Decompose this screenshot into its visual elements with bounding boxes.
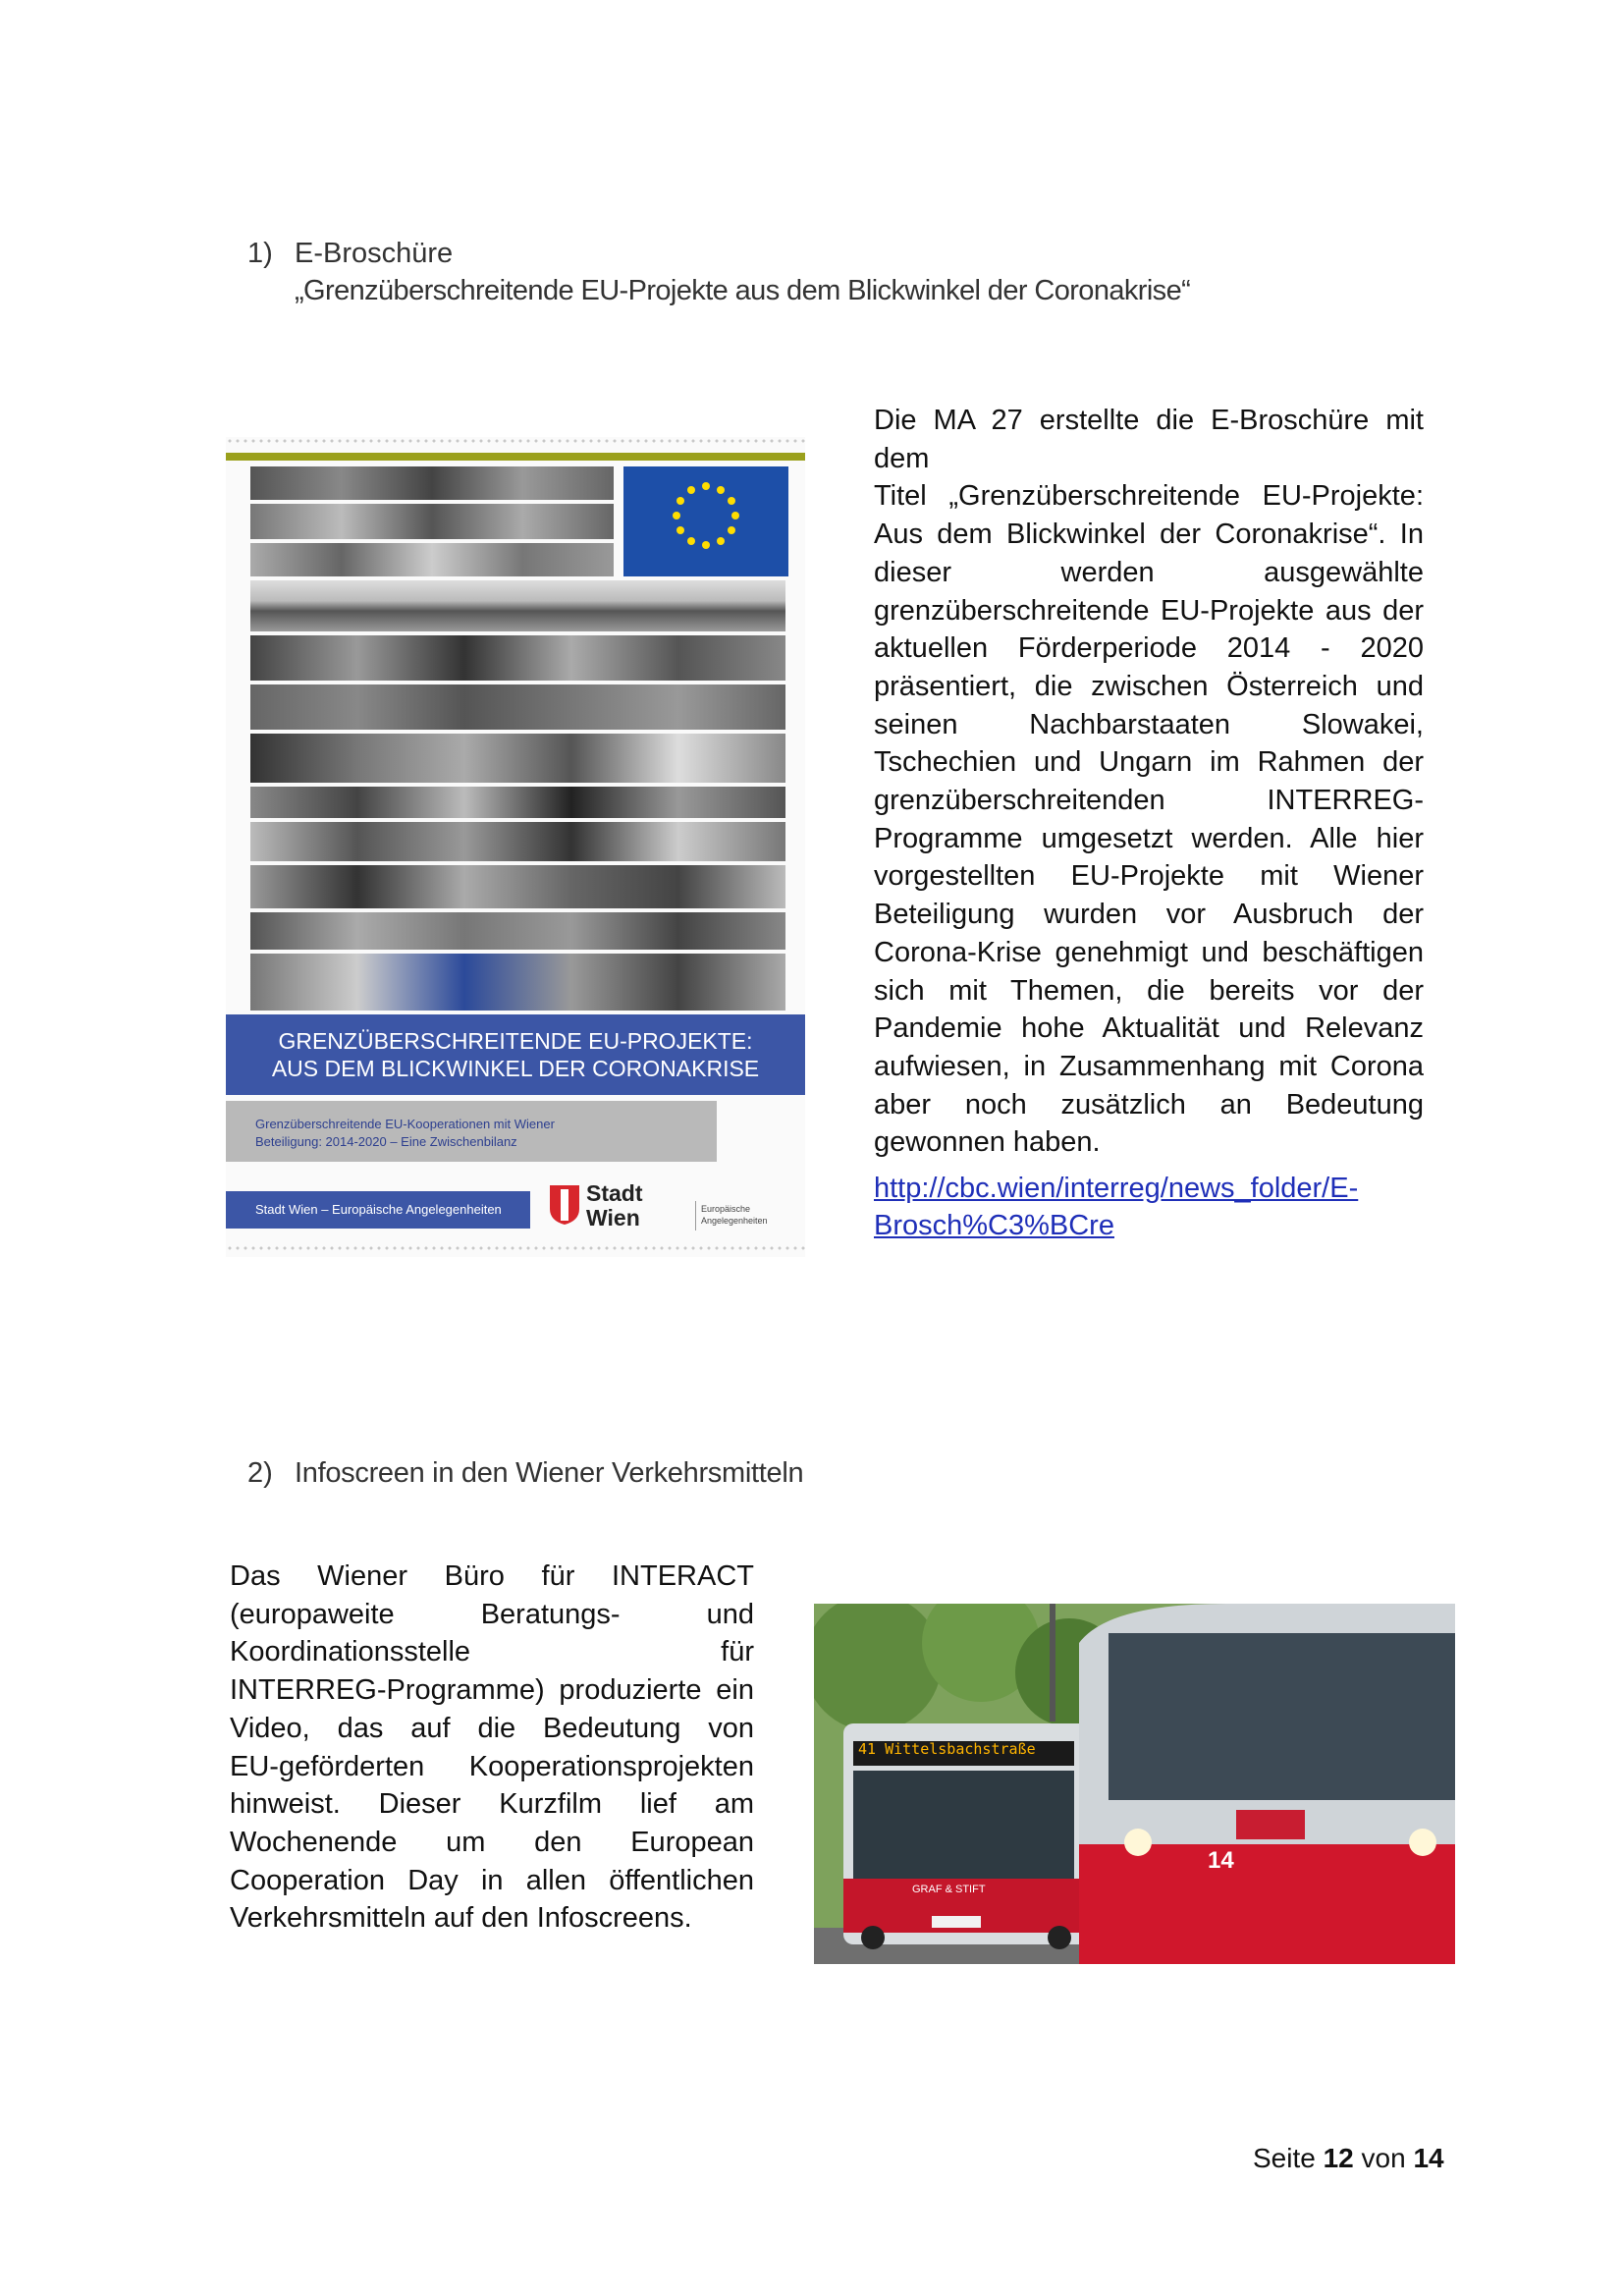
brochure-title-banner <box>226 1014 805 1095</box>
paragraph-2-line: EU-geförderten Kooperationsprojekten <box>230 1750 754 1782</box>
paragraph-1-line: aufwiesen, in Zusammenhang mit Corona <box>874 1050 1424 1082</box>
brochure-subtitle-box <box>226 1101 717 1162</box>
photo-strip <box>250 466 614 500</box>
brochure-publisher-label: Stadt Wien – Europäische Angelegenheiten <box>226 1191 530 1229</box>
banner-line-2: AUS DEM BLICKWINKEL DER CORONAKRISE <box>271 1056 760 1081</box>
paragraph-2-line: Cooperation Day in allen öffentlichen <box>230 1864 754 1896</box>
paragraph-1-line: aktuellen Förderperiode 2014 - 2020 <box>874 632 1424 665</box>
section-1-number: 1) <box>247 238 273 269</box>
dotted-border-top <box>226 437 805 445</box>
photo-strip <box>250 635 785 681</box>
paragraph-1-line: Pandemie hohe Aktualität und Relevanz <box>874 1012 1424 1045</box>
paragraph-1-line: vorgestellten EU-Projekte mit Wiener <box>874 860 1424 893</box>
paragraph-1-line: Corona-Krise genehmigt und beschäftigen <box>874 936 1424 968</box>
paragraph-1-line: Programme umgesetzt werden. Alle hier <box>874 822 1424 854</box>
paragraph-1-line: Die MA 27 erstellte die E-Broschüre mit dem <box>874 405 1424 474</box>
eu-flag-icon <box>623 466 788 576</box>
paragraph-2-line: INTERREG-Programme) produzierte ein <box>230 1674 754 1707</box>
tram-number: 14 <box>1208 1847 1234 1874</box>
photo-strip <box>250 684 785 730</box>
wien-shield-icon <box>550 1185 579 1225</box>
paragraph-1-line: gewonnen haben. <box>874 1126 1101 1159</box>
paragraph-2-line: Koordinationsstelle für <box>230 1636 754 1668</box>
paragraph-1-line: grenzüberschreitende EU-Projekte aus der <box>874 594 1424 627</box>
logo-divider <box>695 1201 696 1230</box>
photo-strip <box>250 787 785 818</box>
paragraph-1-line: Beteiligung wurden vor Ausbruch der <box>874 899 1424 931</box>
paragraph-1-line: aber noch zusätzlich an Bedeutung <box>874 1088 1424 1121</box>
photo-strip <box>250 543 614 576</box>
grey-line-2: Beteiligung: 2014-2020 – Eine Zwischenbilanz <box>255 1134 517 1149</box>
paragraph-1-line: Tschechien und Ungarn im Rahmen der <box>874 746 1424 779</box>
logo-stadt: Stadt <box>586 1180 643 1206</box>
section-2-number: 2) <box>247 1457 273 1489</box>
paragraph-2-line: hinweist. Dieser Kurzfilm lief am <box>230 1788 754 1821</box>
paragraph-2-line: Verkehrsmitteln auf den Infoscreens. <box>230 1902 692 1935</box>
paragraph-1-line: sich mit Themen, die bereits vor der <box>874 974 1424 1007</box>
brochure-link-line-2: Brosch%C3%BCre <box>874 1210 1114 1241</box>
transit-photo <box>814 1604 1455 1964</box>
photo-strip <box>250 504 614 539</box>
paragraph-2-line: Wochenende um den European <box>230 1826 754 1858</box>
brochure-link-line-1: http://cbc.wien/interreg/news_folder/E- <box>874 1173 1359 1204</box>
section-1-title: E-Broschüre <box>295 238 454 269</box>
footer-middle: von <box>1361 2143 1406 2173</box>
photo-strip <box>250 822 785 861</box>
paragraph-2-line: Video, das auf die Bedeutung von <box>230 1712 754 1744</box>
photo-strip <box>250 865 785 908</box>
logo-subtext <box>701 1203 768 1227</box>
logo-sub-1: Europäische <box>701 1204 751 1214</box>
page-footer <box>1253 2143 1444 2174</box>
brochure-link[interactable] <box>874 1170 1424 1244</box>
paragraph-2-line: Das Wiener Büro für INTERACT <box>230 1560 754 1592</box>
dotted-border-bottom <box>226 1244 805 1252</box>
paragraph-1-line: seinen Nachbarstaaten Slowakei, <box>874 708 1424 740</box>
paragraph-1-line: Titel „Grenzüberschreitende EU-Projekte: <box>874 480 1424 513</box>
wien-logo-text <box>586 1181 643 1230</box>
paragraph-2-line: (europaweite Beratungs- und <box>230 1598 754 1630</box>
paragraph-2 <box>230 1558 754 1938</box>
brochure-cover-image <box>226 437 805 1257</box>
photo-strip <box>250 912 785 950</box>
section-1-subtitle: „Grenzüberschreitende EU-Projekte aus dem Blickwinkel der Coronakrise“ <box>295 275 1191 306</box>
paragraph-1-line: präsentiert, die zwischen Österreich und <box>874 670 1424 702</box>
olive-bar <box>226 453 805 461</box>
section-2-title: Infoscreen in den Wiener Verkehrsmitteln <box>295 1457 804 1489</box>
bus-maker-label: GRAF & STIFT <box>912 1884 986 1895</box>
bus-destination-sign: 41 Wittelsbachstraße <box>858 1740 1036 1758</box>
logo-sub-2: Angelegenheiten <box>701 1216 768 1226</box>
paragraph-1-line: Aus dem Blickwinkel der Coronakrise“. In <box>874 519 1424 551</box>
footer-page: 12 <box>1323 2143 1354 2173</box>
paragraph-1 <box>874 402 1424 1162</box>
bus-tram-illustration <box>814 1604 1455 1964</box>
eu-stars-icon <box>623 466 788 576</box>
paragraph-1-line: grenzüberschreitenden INTERREG- <box>874 785 1424 817</box>
grey-line-1: Grenzüberschreitende EU-Kooperationen mit Wiener <box>255 1117 555 1131</box>
paragraph-1-line: dieser werden ausgewählte <box>874 556 1424 588</box>
photo-strip-building <box>250 580 785 631</box>
banner-line-1: GRENZÜBERSCHREITENDE EU-PROJEKTE: <box>278 1028 753 1054</box>
footer-total: 14 <box>1413 2143 1444 2173</box>
photo-strip <box>250 954 785 1011</box>
photo-strip <box>250 734 785 783</box>
logo-wien: Wien <box>586 1205 640 1230</box>
footer-prefix: Seite <box>1253 2143 1316 2173</box>
